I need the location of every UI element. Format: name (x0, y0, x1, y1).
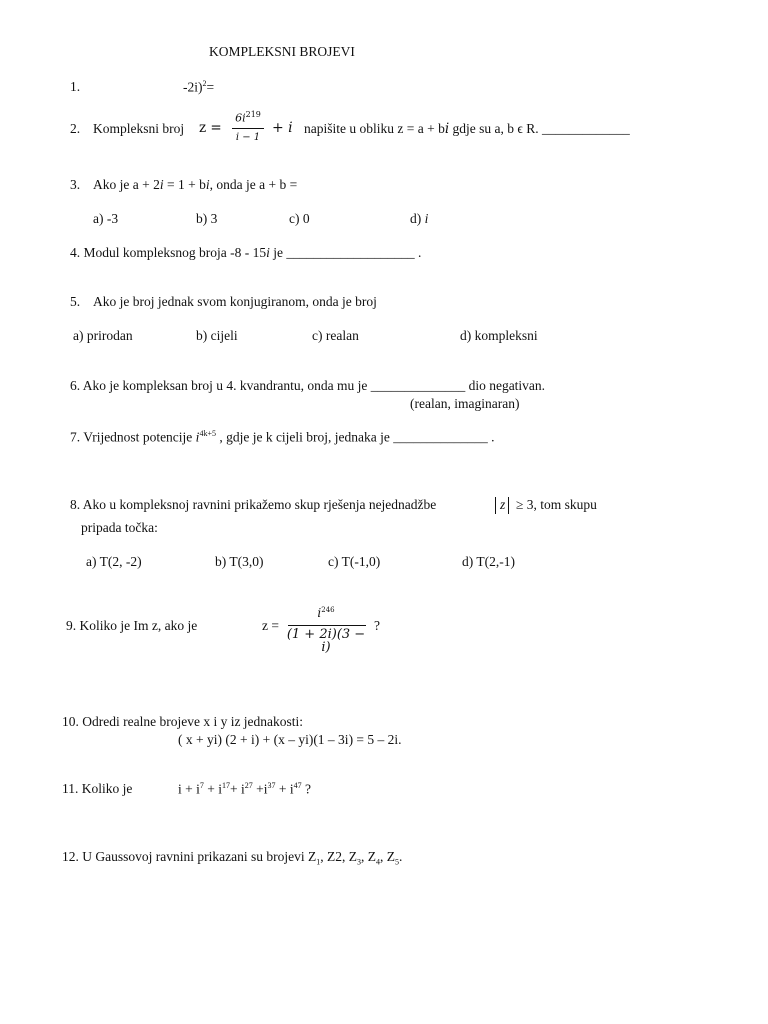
question-11-term-2-exp: 7 (199, 781, 204, 790)
question-11-term-4-base: + i (230, 781, 245, 797)
question-9-fraction-numerator (286, 607, 366, 619)
question-12-sub-4: 4 (375, 857, 380, 867)
question-8-option-b: b) T(3,0) (215, 554, 264, 569)
question-8-text-tail: ≥ 3, tom skupu (516, 497, 597, 512)
question-1-equals: = (206, 79, 215, 95)
question-11-term-2-base: + i (181, 781, 200, 797)
question-3-text (93, 178, 297, 192)
question-3-part-c: , onda je a + b = (209, 177, 298, 192)
question-4-i: i (266, 245, 270, 260)
question-8-abs-right (508, 497, 509, 514)
question-5-option-b: b) cijeli (196, 328, 238, 343)
question-4-part-b: je ___________________ . (269, 245, 422, 260)
question-11-term-1: i (178, 781, 182, 797)
question-9-lhs: z = (262, 618, 279, 633)
question-9-numerator-exponent: 246 (321, 606, 335, 614)
question-11-term-6-base: + i (275, 781, 294, 797)
question-11-expression (178, 782, 311, 796)
question-2-tail (304, 122, 630, 137)
question-2-lhs: z = (199, 120, 222, 136)
question-2-fraction-denominator: i − 1 (235, 132, 261, 143)
question-3-part-a: Ako je a + 2 (93, 177, 160, 192)
question-2-tail-text: napišite u obliku z = a + b (304, 121, 445, 136)
question-2-lead: Kompleksni broj (93, 121, 185, 136)
question-4-text (70, 246, 421, 260)
question-2-plus-i: + i (272, 120, 293, 136)
question-8-text: 8. Ako u kompleksnoj ravnini prikažemo skup rješenja nejednadžbe (70, 497, 437, 512)
question-11-term-3-exp: 17 (222, 781, 231, 790)
question-3-i2: i (205, 177, 210, 192)
question-7-i: i (195, 429, 200, 445)
question-7-exponent: 4k+5 (199, 429, 216, 438)
question-10-text: 10. Odredi realne brojeve x i y iz jednakosti: (62, 714, 304, 729)
question-1-text: -2i) (183, 79, 203, 95)
question-8-option-d: d) T(2,-1) (462, 554, 515, 569)
question-9-fraction-bar (288, 625, 366, 626)
question-5-option-c: c) realan (312, 328, 359, 343)
question-3-option-b: b) 3 (196, 211, 218, 226)
question-2-numerator-exponent: 219 (245, 110, 261, 119)
question-1-number: 1. (70, 79, 81, 94)
question-2-fraction-bar (232, 128, 264, 129)
question-7-part-b: , gdje je k cijeli broj, jednaka je ______________ . (215, 429, 495, 445)
question-12-after-1: , Z2, Z (320, 849, 357, 864)
question-3-i1: i (159, 177, 164, 192)
question-4-part-a: 4. Modul kompleksnog broja -8 - 15 (70, 245, 267, 260)
question-8-abs-left (495, 497, 496, 514)
question-3-option-d (410, 212, 428, 226)
question-3-option-d-label: d) (410, 211, 422, 226)
question-12-sub-1: 1 (316, 857, 321, 867)
question-3-option-c: c) 0 (289, 211, 310, 226)
question-9-numerator-base: i (317, 606, 322, 620)
question-2-tail-rest: gdje su a, b ϵ R. _____________ (449, 121, 630, 136)
question-11-term-5-base: +i (252, 781, 268, 797)
question-11-term-3-base: + i (203, 781, 223, 797)
question-12-text (62, 850, 402, 867)
question-8-line2: pripada točka: (81, 520, 158, 535)
question-12-sub-5: 5 (394, 857, 399, 867)
question-8-option-a: a) T(2, -2) (86, 554, 142, 569)
question-2-number: 2. (70, 121, 81, 136)
question-11-term-4-exp: 27 (244, 781, 253, 790)
question-2-numerator-base: 6i (235, 111, 246, 125)
question-6-text: 6. Ako je kompleksan broj u 4. kvandrantu, onda mu je ______________ dio negativan. (70, 378, 546, 393)
question-5-text: Ako je broj jednak svom konjugiranom, onda je broj (93, 294, 377, 309)
question-3-number: 3. (70, 177, 81, 192)
question-7-text (70, 430, 495, 444)
question-1-exponent: 2 (202, 79, 207, 88)
question-7-part-a: 7. Vrijednost potencije (70, 429, 196, 445)
page-title: KOMPLEKSNI BROJEVI (209, 44, 355, 59)
question-12-lead: 12. U Gaussovoj ravnini prikazani su brojevi Z (62, 849, 317, 864)
question-2-fraction-numerator (228, 111, 268, 124)
question-9-tail: ? (374, 618, 380, 633)
question-1-expression (183, 80, 214, 94)
question-3-part-b: = 1 + b (163, 177, 206, 192)
question-9-text: 9. Koliko je Im z, ako je (66, 618, 198, 633)
question-5-number: 5. (70, 294, 81, 309)
question-11-tail: ? (301, 781, 312, 797)
question-9-fraction-denominator: (1 + 2i)(3 − i) (286, 627, 366, 655)
question-5-option-a: a) prirodan (73, 328, 133, 343)
question-12-sub-3: 3 (356, 857, 361, 867)
question-8-option-c: c) T(-1,0) (328, 554, 381, 569)
question-11-term-6-exp: 47 (293, 781, 302, 790)
question-3-option-a: a) -3 (93, 211, 119, 226)
question-12-after-3: , Z (360, 849, 376, 864)
question-10-equation: ( x + yi) (2 + i) + (x – yi)(1 – 3i) = 5 – 2i. (178, 732, 402, 747)
question-5-option-d: d) kompleksni (460, 328, 538, 343)
question-6-hint: (realan, imaginaran) (410, 396, 520, 411)
question-12-after-5: . (398, 849, 403, 864)
question-8-z: z (500, 497, 506, 512)
question-12-after-4: , Z (379, 849, 395, 864)
question-11-text: 11. Koliko je (62, 781, 133, 796)
question-3-option-d-i: i (424, 211, 429, 226)
question-2-tail-i: i (444, 121, 450, 137)
question-11-term-5-exp: 37 (267, 781, 276, 790)
